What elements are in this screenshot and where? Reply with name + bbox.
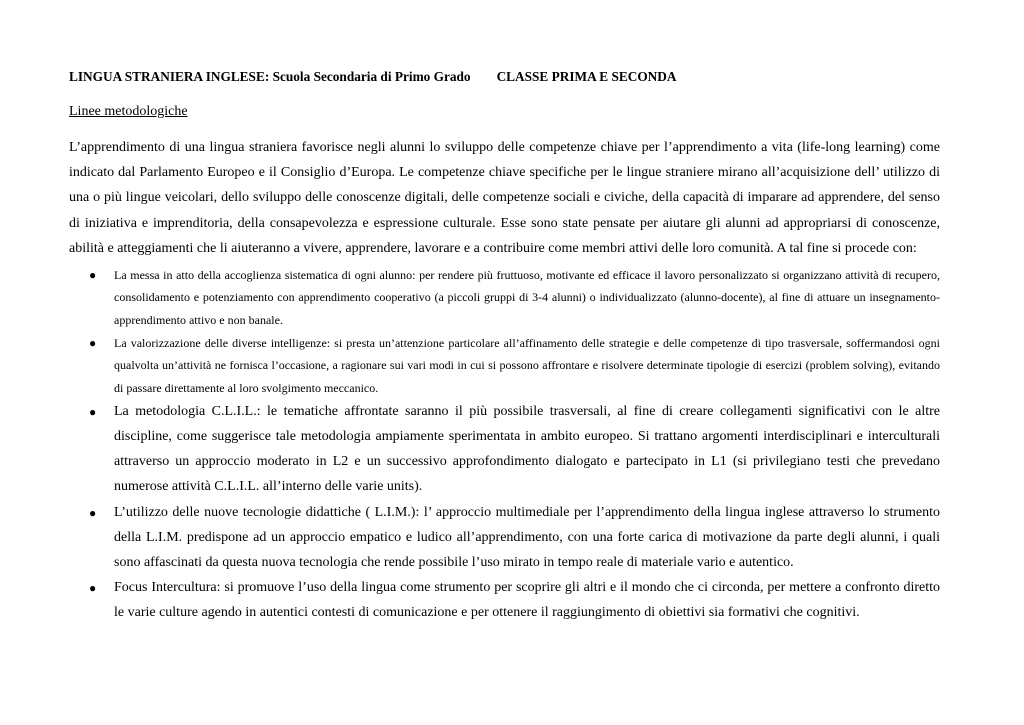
list-item-intercultura: [69, 575, 940, 625]
list-item-text: La metodologia C.L.I.L.: le tematiche affrontate saranno il più possibile trasversali, al fine di creare collegamenti significativi con le altre discipline, come suggerisce tale metodologia ampiamente sperimentata in ambito europeo. Si trattano argomenti interdisciplinari e interculturali attraverso un approccio moderato in L2 e un successivo approfondimento dialogato e partecipato in L1 (si privilegiano testi che prevedano numerose attività C.L.I.L. all’interno delle varie units).: [114, 403, 940, 495]
intro-paragraph: L’apprendimento di una lingua straniera favorisce negli alunni lo sviluppo delle competenze chiave per l’apprendimento a vita (life-long learning) come indicato dal Parlamento Europeo e il Consiglio d’Europa. Le competenze chiave specifiche per le lingue straniere mirano all’acquisizione dell’ utilizzo di una o più lingue veicolari, dello sviluppo delle conoscenze digitali, delle competenze sociali e civiche, della capacità di imparare ad apprendere, del senso di iniziativa e imprenditoria, della consapevolezza e espressione culturale. Esse sono state pensate per aiutare gli alunni ad appropriarsi di conoscenze, abilità e atteggiamenti che li aiuteranno a vivere, apprendere, lavorare e a contribuire come membri attivi delle loro comunità. A tal fine si procede con:: [69, 140, 940, 256]
list-item-clil: [69, 399, 940, 500]
list-item-text: L’utilizzo delle nuove tecnologie didattiche ( L.I.M.): l’ approccio multimediale per l’apprendimento della lingua inglese attraverso lo strumento della L.I.M. predispone ad un approccio empatico e ludico all’apprendimento, con una forte carica di motivazione da parte degli alunni, i quali sono affascinati da questa nuova tecnologia che rende possibile l’uso mirato in tempo reale di materiale vario e autentico.: [114, 504, 940, 571]
heading-class: CLASSE PRIMA E SECONDA: [496, 69, 677, 84]
bullet-icon: ●: [89, 581, 97, 596]
list-item-lim: [69, 500, 940, 576]
list-item-intelligenze: [69, 332, 940, 399]
list-item-accoglienza: [69, 264, 940, 331]
document-heading: [69, 68, 940, 86]
heading-subject: LINGUA STRANIERA INGLESE: Scuola Secondaria di Primo Grado: [69, 69, 471, 84]
list-item-text: Focus Intercultura: si promuove l’uso della lingua come strumento per scoprire gli altri e il mondo che ci circonda, per mettere a confronto diretto le varie culture agendo in autentici contesti di comunicazione e per ottenere il raggiungimento di obiettivi sia formativi che cognitivi.: [114, 580, 940, 621]
section-subtitle: Linee metodologiche: [69, 104, 188, 119]
document-page: [69, 68, 940, 626]
bullet-icon: ●: [89, 505, 97, 520]
bullet-icon: ●: [89, 268, 97, 283]
list-item-text: La messa in atto della accoglienza sistematica di ogni alunno: per rendere più fruttuoso, motivante ed efficace il lavoro personalizzato si organizzano attività di recupero, consolidamento e potenziamento con apprendimento cooperativo (a piccoli gruppi di 3-4 alunni) o individualizzato (alunno-docente), al fine di attuare un insegnamento-apprendimento attivo e non banale.: [114, 268, 940, 327]
list-item-text: La valorizzazione delle diverse intelligenze: si presta un’attenzione particolare all’affinamento delle strategie e delle competenze di tipo trasversale, soffermandosi ogni qualvolta un’attività ne fornisca l’occasione, a ragionare sui vari modi in cui si possono affrontare e risolvere determinate tipologie di esercizi (problem solving), evitando di passare direttamente al loro svolgimento meccanico.: [114, 335, 940, 395]
bullet-icon: ●: [89, 404, 97, 419]
methodology-list: [69, 264, 940, 626]
bullet-icon: ●: [89, 335, 97, 350]
